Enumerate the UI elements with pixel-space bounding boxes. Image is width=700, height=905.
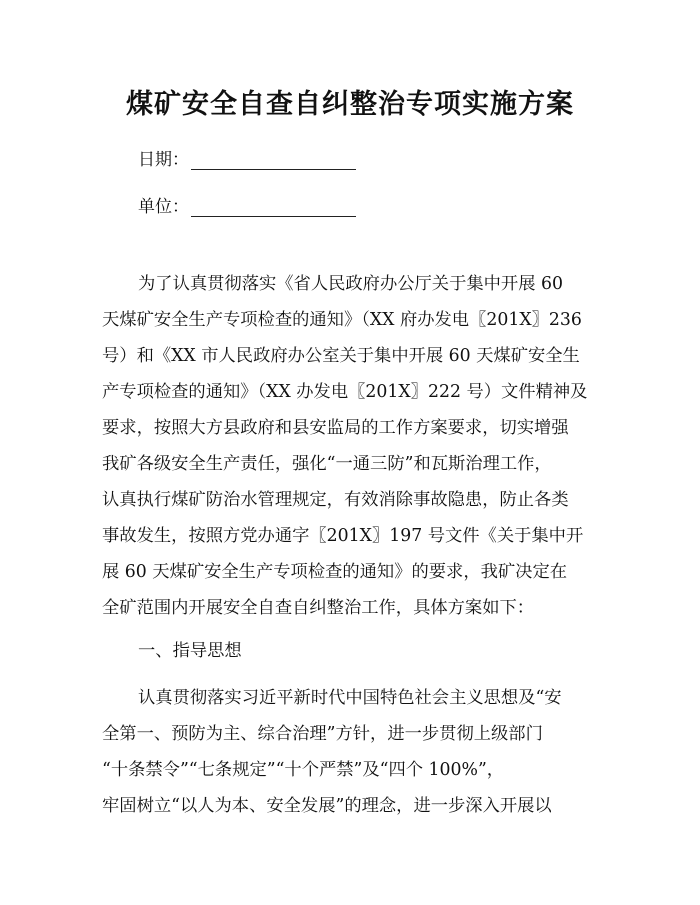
paragraph-line: 为了认真贯彻落实《省人民政府办公厅关于集中开展 60 [138, 274, 563, 294]
unit-blank-line[interactable] [191, 199, 356, 217]
paragraph-line: 事故发生，按照方党办通字〖201X〗197 号文件《关于集中开 [102, 526, 584, 546]
paragraph-line: 我矿各级安全生产责任，强化“一通三防”和瓦斯治理工作， [102, 454, 552, 474]
paragraph-line: 产专项检查的通知》（XX 办发电〖201X〗222 号）文件精神及 [102, 382, 588, 402]
paragraph-line: 要求，按照大方县政府和县安监局的工作方案要求，切实增强 [102, 418, 569, 438]
paragraph-line: 展 60 天煤矿安全生产专项检查的通知》的要求，我矿决定在 [102, 562, 568, 582]
paragraph-line: 全第一、预防为主、综合治理”方针，进一步贯彻上级部门 [102, 724, 543, 744]
section-heading-guiding-ideology: 一、指导思想 [138, 641, 242, 661]
document-title: 煤矿安全自查自纠整治专项实施方案 [126, 89, 574, 120]
paragraph-line: 认真贯彻落实习近平新时代中国特色社会主义思想及“安 [138, 688, 562, 708]
paragraph-guiding-ideology [102, 680, 600, 824]
date-field [138, 145, 356, 170]
date-blank-line[interactable] [191, 152, 356, 170]
paragraph-line: 牢固树立“以人为本、安全发展”的理念，进一步深入开展以 [102, 796, 552, 816]
paragraph-line: 号）和《XX 市人民政府办公室关于集中开展 60 天煤矿安全生 [102, 346, 580, 366]
unit-label: 单位： [138, 197, 189, 217]
unit-field [138, 192, 356, 217]
paragraph-intro [102, 266, 600, 626]
paragraph-line: 全矿范围内开展安全自查自纠整治工作，具体方案如下： [102, 598, 535, 618]
paragraph-line: 天煤矿安全生产专项检查的通知》（XX 府办发电〖201X〗236 [102, 310, 582, 330]
paragraph-line: 认真执行煤矿防治水管理规定，有效消除事故隐患，防止各类 [102, 490, 569, 510]
date-label: 日期： [138, 150, 189, 170]
paragraph-line: “十条禁令”“七条规定”“十个严禁”及“四个 100%”， [102, 760, 505, 780]
